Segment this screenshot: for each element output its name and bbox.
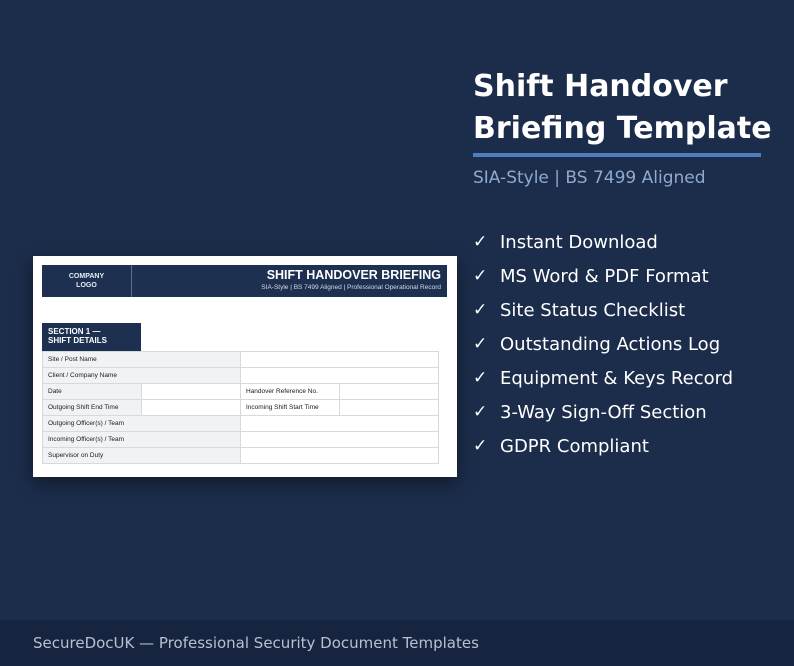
supervisor-field bbox=[241, 448, 439, 464]
footer-text: SecureDocUK — Professional Security Document Templates bbox=[33, 634, 479, 652]
page-title bbox=[473, 66, 772, 150]
table-row bbox=[43, 368, 439, 384]
date-label: Date bbox=[43, 384, 142, 400]
incoming-officers-field bbox=[241, 432, 439, 448]
outgoing-shift-end-label: Outgoing Shift End Time bbox=[43, 400, 142, 416]
site-post-label: Site / Post Name bbox=[43, 352, 241, 368]
page-title-line-1: Shift Handover bbox=[473, 69, 728, 104]
feature-label: Site Status Checklist bbox=[500, 299, 686, 321]
outgoing-officers-label: Outgoing Officer(s) / Team bbox=[43, 416, 241, 432]
outgoing-officers-field bbox=[241, 416, 439, 432]
check-icon: ✓ bbox=[473, 368, 488, 388]
incoming-officers-label: Incoming Officer(s) / Team bbox=[43, 432, 241, 448]
check-icon: ✓ bbox=[473, 436, 488, 456]
check-icon: ✓ bbox=[473, 232, 488, 252]
shift-details-table bbox=[42, 351, 439, 464]
page-subtitle: SIA-Style | BS 7499 Aligned bbox=[473, 168, 706, 188]
table-row bbox=[43, 432, 439, 448]
handover-reference-label: Handover Reference No. bbox=[241, 384, 340, 400]
feature-list bbox=[473, 225, 733, 463]
company-logo-placeholder: COMPANY LOGO bbox=[42, 265, 132, 297]
document-subtitle: SIA-Style | BS 7499 Aligned | Professional Operational Record bbox=[261, 284, 441, 291]
document-title-block bbox=[132, 265, 447, 297]
outgoing-shift-end-field bbox=[142, 400, 241, 416]
table-row bbox=[43, 448, 439, 464]
list-item bbox=[473, 293, 733, 327]
table-row bbox=[43, 352, 439, 368]
document-preview bbox=[33, 256, 457, 477]
feature-label: Equipment & Keys Record bbox=[500, 367, 734, 389]
list-item bbox=[473, 225, 733, 259]
table-row bbox=[43, 384, 439, 400]
document-title: SHIFT HANDOVER BRIEFING bbox=[266, 268, 441, 282]
feature-label: MS Word & PDF Format bbox=[500, 265, 709, 287]
feature-label: Instant Download bbox=[500, 231, 658, 253]
handover-reference-field bbox=[340, 384, 439, 400]
incoming-shift-start-label: Incoming Shift Start Time bbox=[241, 400, 340, 416]
feature-label: GDPR Compliant bbox=[500, 435, 649, 457]
date-field bbox=[142, 384, 241, 400]
document-header bbox=[42, 265, 447, 297]
supervisor-label: Supervisor on Duty bbox=[43, 448, 241, 464]
check-icon: ✓ bbox=[473, 300, 488, 320]
client-company-field bbox=[241, 368, 439, 384]
list-item bbox=[473, 259, 733, 293]
client-company-label: Client / Company Name bbox=[43, 368, 241, 384]
feature-label: Outstanding Actions Log bbox=[500, 333, 721, 355]
feature-label: 3-Way Sign-Off Section bbox=[500, 401, 707, 423]
list-item bbox=[473, 395, 733, 429]
table-row bbox=[43, 400, 439, 416]
list-item bbox=[473, 361, 733, 395]
page-title-line-2: Briefing Template bbox=[473, 111, 772, 146]
list-item bbox=[473, 429, 733, 463]
section-1-label: SECTION 1 — SHIFT DETAILS bbox=[42, 323, 141, 351]
footer-bar bbox=[0, 620, 794, 666]
check-icon: ✓ bbox=[473, 334, 488, 354]
title-underline bbox=[473, 153, 761, 157]
check-icon: ✓ bbox=[473, 266, 488, 286]
incoming-shift-start-field bbox=[340, 400, 439, 416]
table-row bbox=[43, 416, 439, 432]
site-post-field bbox=[241, 352, 439, 368]
check-icon: ✓ bbox=[473, 402, 488, 422]
list-item bbox=[473, 327, 733, 361]
